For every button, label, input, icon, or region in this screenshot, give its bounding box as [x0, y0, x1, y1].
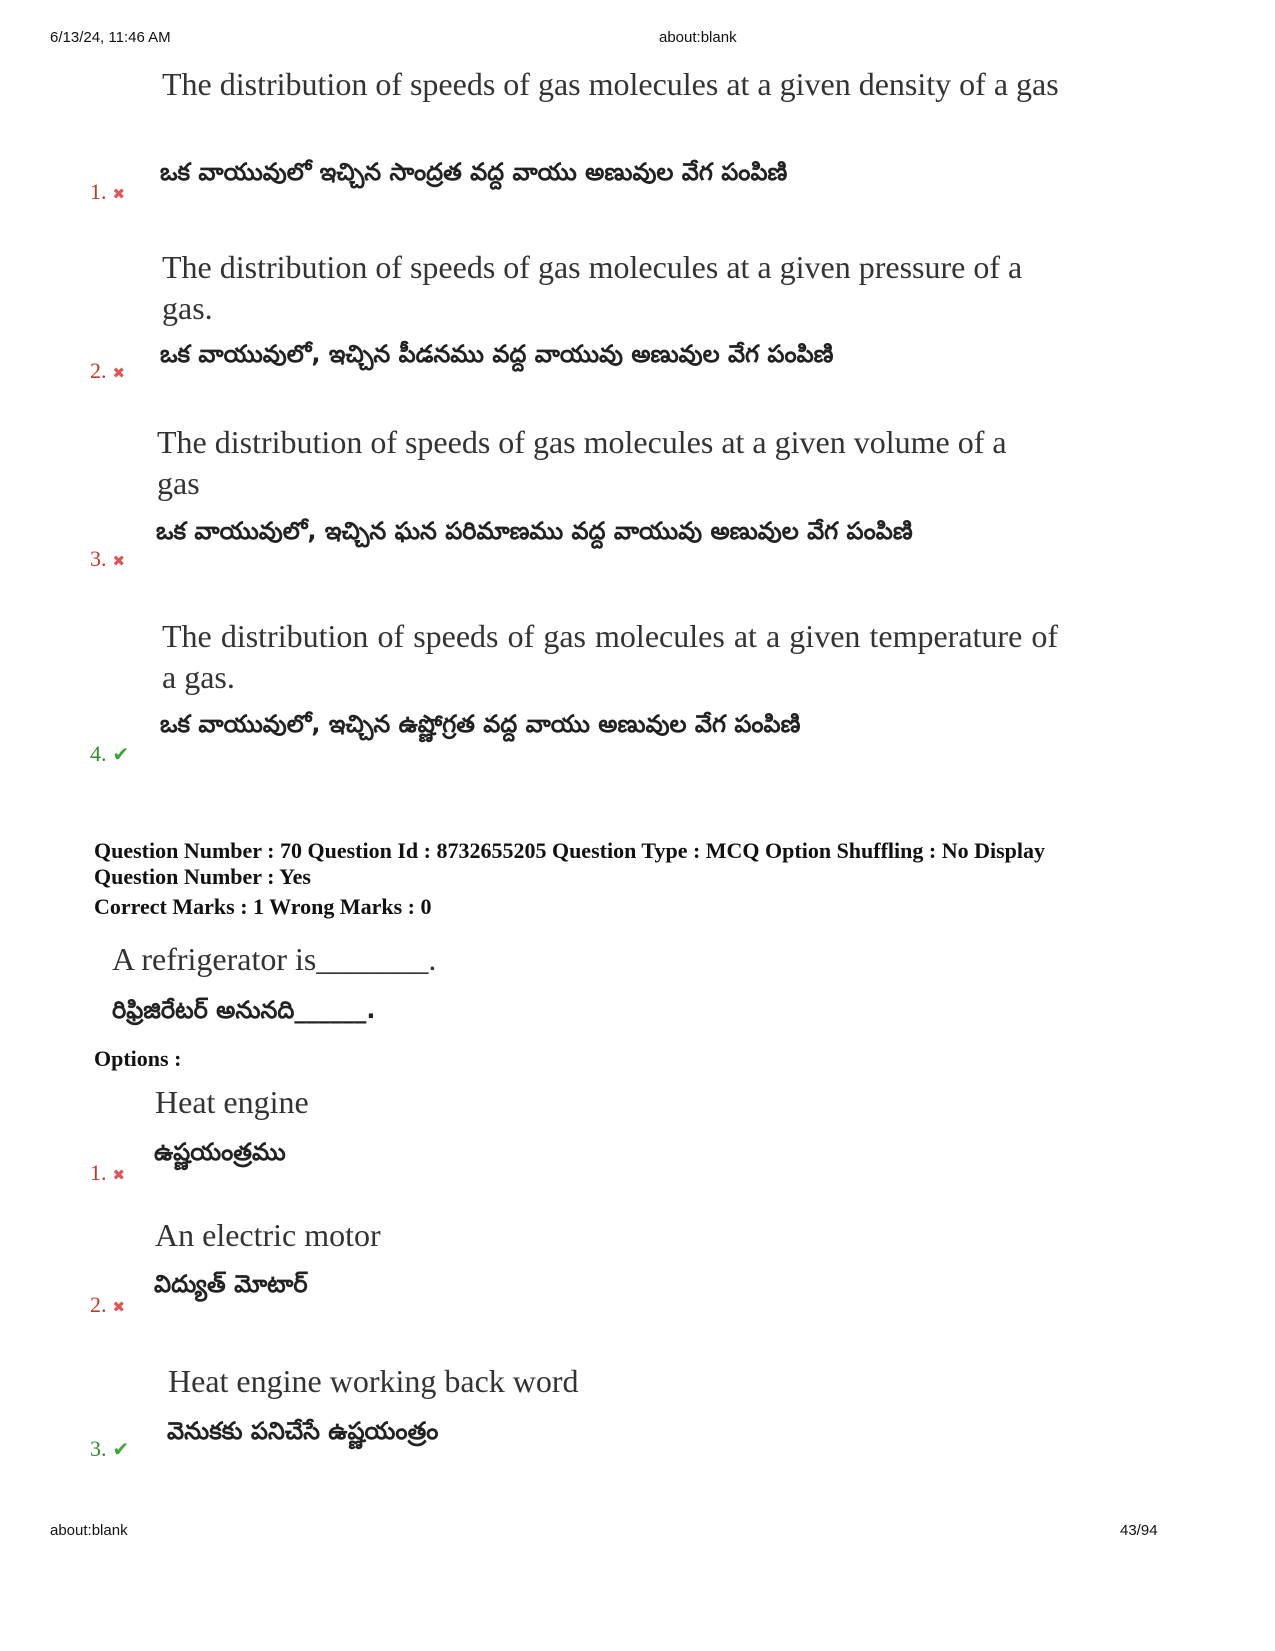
option-number: 1. ✖	[90, 179, 126, 204]
option-text-te: ఒక వాయువులో, ఇచ్చిన పీడనము వద్ద వాయువు అణువుల వేగ పంపిణి	[160, 340, 834, 368]
option-number: 2. ✖	[90, 358, 126, 383]
option-text-te: ఒక వాయువులో, ఇచ్చిన ఉష్ణోగ్రత వద్ద వాయు అణువుల వేగ పంపిణి	[160, 710, 801, 738]
cross-icon: ✖	[112, 1298, 126, 1316]
cross-icon: ✖	[112, 552, 126, 570]
option-text-te: ఒక వాయువులో, ఇచ్చిన ఘన పరిమాణము వద్ద వాయువు అణువుల వేగ పంపిణి	[156, 517, 913, 545]
cross-icon: ✖	[112, 364, 126, 382]
option-number: 2. ✖	[90, 1292, 126, 1317]
option-text-en: Heat engine	[155, 1084, 309, 1120]
option-text-en: An electric motor	[155, 1217, 381, 1253]
option-text-en: The distribution of speeds of gas molecules at a given density of a gas	[162, 66, 1059, 102]
option-text-te: విద్యుత్ మోటార్	[154, 1270, 308, 1298]
option-number: 3. ✖	[90, 546, 126, 571]
option-text-en: The distribution of speeds of gas molecules at a given pressure of a gas.	[162, 249, 1023, 326]
question-marks: Correct Marks : 1 Wrong Marks : 0	[94, 894, 432, 919]
option-text-te: ఒక వాయువులో ఇచ్చిన సాంద్రత వద్ద వాయు అణువుల వేగ పంపిణి	[160, 158, 788, 186]
header-datetime: 6/13/24, 11:46 AM	[50, 29, 171, 46]
header-url: about:blank	[659, 29, 737, 46]
question-meta-line1: Question Number : 70 Question Id : 8732655205 Question Type : MCQ Option Shuffling : No Display	[94, 838, 1046, 863]
footer-url: about:blank	[50, 1522, 128, 1539]
option-text-te: ఉష్ణయంత్రము	[154, 1138, 286, 1166]
check-icon: ✔	[112, 742, 130, 766]
question-text-te: రిఫ్రిజిరేటర్ అనునది______.	[112, 996, 376, 1024]
cross-icon: ✖	[112, 185, 126, 203]
option-text-en: Heat engine working back word	[168, 1363, 579, 1399]
question-meta-line2: Question Number : Yes	[94, 864, 311, 889]
question-meta	[94, 838, 1094, 890]
options-label: Options :	[94, 1046, 182, 1071]
option-number: 4. ✔	[90, 741, 130, 766]
question-text-en: A refrigerator is_______.	[112, 941, 437, 977]
cross-icon: ✖	[112, 1166, 126, 1184]
option-number: 1. ✖	[90, 1160, 126, 1185]
option-number: 3. ✔	[90, 1436, 130, 1461]
option-text-te: వెనుకకు పనిచేసే ఉష్ణయంత్రం	[167, 1417, 439, 1445]
option-text-en: The distribution of speeds of gas molecules at a given volume of a gas	[157, 424, 1007, 501]
check-icon: ✔	[112, 1437, 130, 1461]
footer-page-number: 43/94	[1120, 1522, 1158, 1539]
option-text-en: The distribution of speeds of gas molecules at a given temperature of a gas.	[162, 618, 1058, 695]
